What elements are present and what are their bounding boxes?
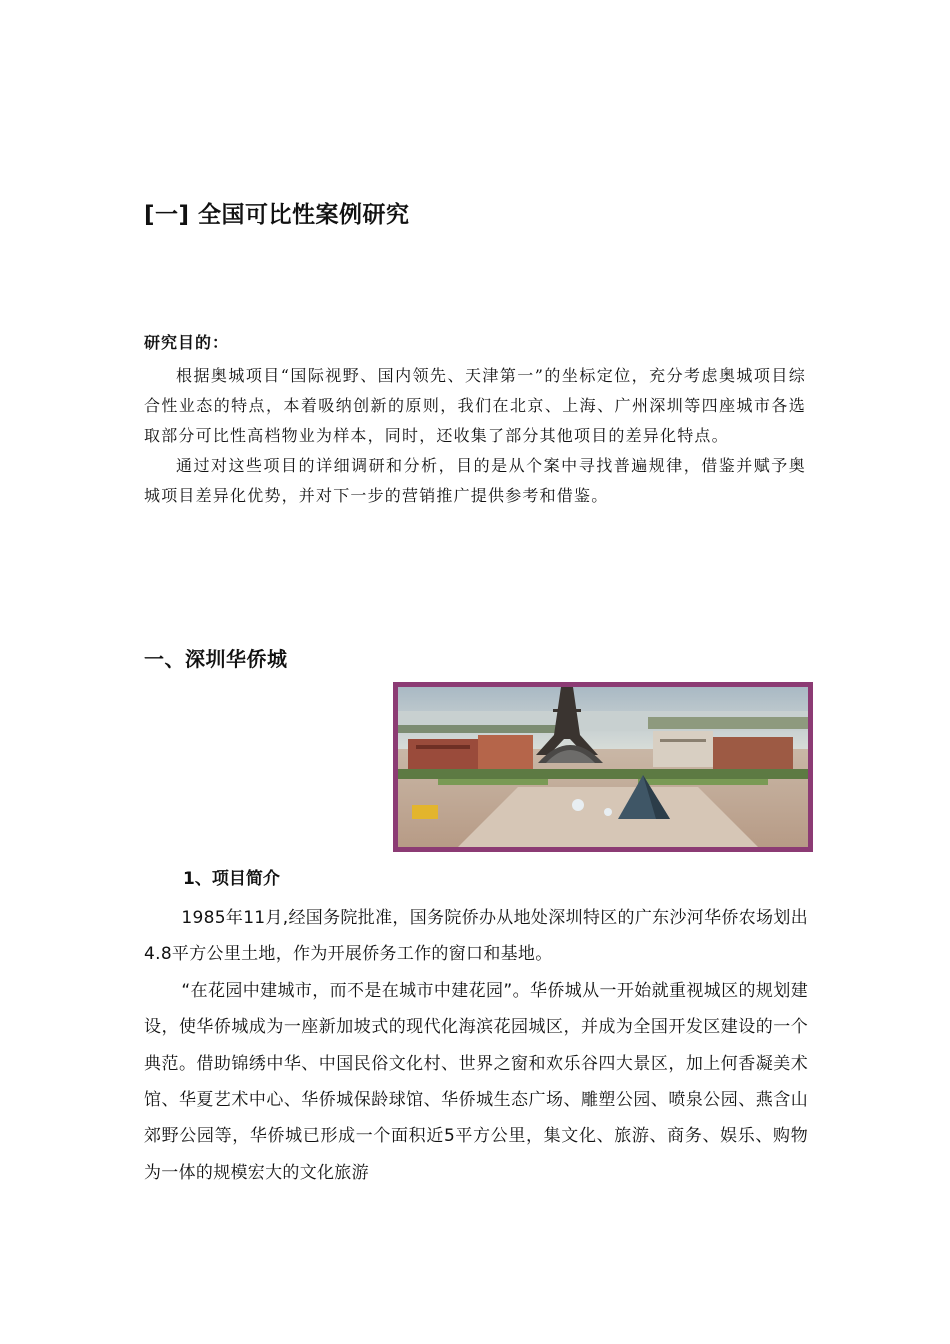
purpose-paragraph: 根据奥城项目“国际视野、国内领先、天津第一”的坐标定位，充分考虑奥城项目综合性业态的特点，本着吸纳创新的原则，我们在北京、上海、广州深圳等四座城市各选取部分可比性高档物业为样本，同时，还收集了部分其他项目的差异化特点。	[144, 366, 806, 445]
purpose-paragraph: 通过对这些项目的详细调研和分析，目的是从个案中寻找普遍规律，借鉴并赋予奥城项目差异化优势，并对下一步的营销推广提供参考和借鉴。	[144, 456, 806, 505]
section-title: 一、深圳华侨城	[144, 647, 288, 671]
purpose-body	[144, 361, 806, 511]
purpose-heading: 研究目的：	[144, 333, 230, 352]
theme-park-photo-icon	[398, 687, 808, 847]
intro-paragraph: “在花园中建城市，而不是在城市中建花园”。华侨城从一开始就重视城区的规划建设，使华侨城成为一座新加坡式的现代化海滨花园城区，并成为全国开发区建设的一个典范。借助锦绣中华、中国民俗文化村、世界之窗和欢乐谷四大景区，加上何香凝美术馆、华夏艺术中心、华侨城保龄球馆、华侨城生态广场、雕塑公园、喷泉公园、燕含山郊野公园等，华侨城已形成一个面积近5平方公里，集文化、旅游、商务、娱乐、购物为一体的规模宏大的文化旅游	[144, 980, 808, 1183]
chapter-title: [一] 全国可比性案例研究	[144, 202, 410, 228]
intro-paragraph: 1985年11月,经国务院批准，国务院侨办从地处深圳特区的广东沙河华侨农场划出4.8平方公里土地，作为开展侨务工作的窗口和基地。	[144, 908, 808, 965]
intro-heading: 1、项目简介	[183, 869, 280, 889]
intro-body	[144, 900, 808, 1191]
project-photo-frame	[393, 682, 813, 852]
